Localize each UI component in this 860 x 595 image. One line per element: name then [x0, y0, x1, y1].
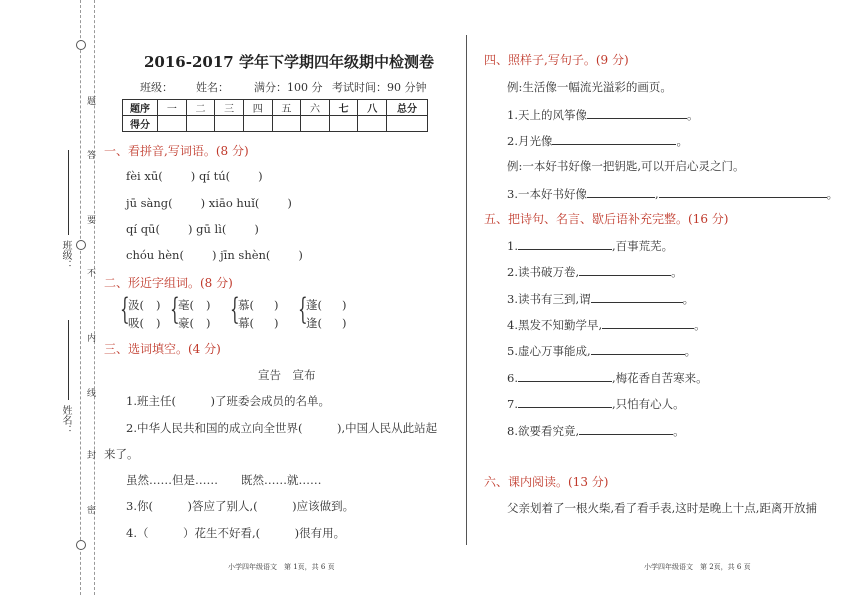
fill-item: 2.读书破万卷, 。: [507, 265, 683, 279]
pinyin-row: [126, 196, 292, 210]
char-pair-item: 毫( ): [178, 298, 211, 312]
question-text: 3.一本好书好像: [507, 187, 587, 201]
binding-margin: [0, 0, 100, 595]
info-class: 班级：: [140, 81, 173, 94]
name-underline: [68, 320, 69, 400]
answer-blank[interactable]: [518, 395, 612, 408]
answer-blank[interactable]: [552, 132, 676, 145]
score-cell[interactable]: [158, 116, 187, 132]
answer-blank[interactable]: [591, 342, 685, 355]
example-text: 例:一本好书好像一把钥匙,可以开启心灵之门。: [507, 159, 745, 173]
pinyin-close: ): [254, 222, 259, 236]
char-pair-item: 豪( ): [178, 316, 211, 330]
page-footer: 小学四年级语文 第 2页，共 6 页: [644, 563, 751, 571]
score-header-cell: 六: [301, 100, 330, 116]
score-cell[interactable]: [329, 116, 358, 132]
info-name: 姓名：: [196, 81, 229, 94]
score-cell[interactable]: [272, 116, 301, 132]
question-text: 1.天上的风筝像: [507, 108, 587, 122]
fill-item: 6. ,梅花香自苦寒来。: [507, 371, 708, 385]
side-char: 密: [85, 505, 95, 514]
word-choices: 宣告 宣布: [258, 368, 316, 382]
section-4-title: 四、照样子,写句子。(9 分): [484, 53, 629, 67]
answer-blank[interactable]: [518, 369, 612, 382]
name-label: 姓名：: [60, 405, 71, 435]
pinyin-close: ): [200, 196, 206, 210]
side-char: 线: [85, 388, 95, 397]
brace: {: [298, 292, 308, 327]
pinyin-close: ): [287, 196, 292, 210]
char-pair-item: 逢( ): [306, 316, 347, 330]
score-cell[interactable]: [243, 116, 272, 132]
pinyin-row: [126, 169, 263, 183]
score-header-cell: 四: [243, 100, 272, 116]
section-5-title: 五、把诗句、名言、歇后语补充完整。(16 分): [484, 212, 729, 226]
char-pair-item: 蓬( ): [306, 298, 347, 312]
score-cell[interactable]: [301, 116, 330, 132]
question-line: 2.月光像 。: [507, 134, 688, 148]
score-header-cell: 二: [186, 100, 215, 116]
question-text: 2.中华人民共和国的成立向全世界( ),中国人民从此站起: [126, 421, 438, 435]
score-table: [122, 99, 428, 132]
fill-item: 3.读书有三到,谓 。: [507, 292, 695, 306]
answer-blank[interactable]: [591, 290, 683, 303]
class-underline: [68, 150, 69, 235]
pinyin-text: qí tú(: [198, 169, 231, 183]
question-text: 3.你( )答应了别人,( )应该做到。: [126, 499, 355, 513]
page-title: 2016-2017 学年下学期四年级期中检测卷: [144, 53, 434, 71]
page-divider: [466, 35, 467, 545]
pinyin-text: qí qū(: [126, 222, 160, 236]
answer-blank[interactable]: [587, 185, 655, 198]
score-row-label: 得分: [123, 116, 158, 132]
brace: {: [170, 292, 180, 327]
pinyin-text: jīn shèn(: [220, 248, 271, 262]
score-cell[interactable]: [387, 116, 428, 132]
score-cell[interactable]: [186, 116, 215, 132]
section-6-title: 六、课内阅读。(13 分): [484, 475, 609, 489]
question-text: 1.班主任( )了班委会成员的名单。: [126, 394, 330, 408]
pinyin-text: fèi xū(: [126, 169, 163, 183]
answer-blank[interactable]: [587, 106, 687, 119]
score-header-cell: 三: [215, 100, 244, 116]
example-text: 例:生活像一幅流光溢彩的画页。: [507, 80, 672, 94]
score-table-header: [123, 100, 428, 116]
seal-circle: [76, 40, 86, 50]
score-table-row: [123, 116, 428, 132]
answer-blank[interactable]: [579, 263, 671, 276]
side-char: 封: [85, 450, 95, 459]
info-time: 考试时间：90 分钟: [332, 81, 427, 94]
question-line: 1.天上的风筝像 。: [507, 108, 699, 122]
fill-item: 7. ,只怕有心人。: [507, 397, 685, 411]
word-choices: 虽然……但是…… 既然……就……: [126, 473, 322, 487]
side-char: 内: [85, 333, 95, 342]
section-1-title: 一、看拼音,写词语。(8 分): [104, 144, 249, 158]
reading-text: 父亲划着了一根火柴,看了看手表,这时是晚上十点,距离开放捕: [507, 501, 817, 515]
seal-circle: [76, 540, 86, 550]
score-header-cell: 一: [158, 100, 187, 116]
seal-circle: [76, 240, 86, 250]
section-2-title: 二、形近字组词。(8 分): [104, 276, 233, 290]
fill-item: 4.黑发不知勤学早, 。: [507, 318, 706, 332]
answer-blank[interactable]: [659, 185, 827, 198]
char-pair-item: 慕( ): [238, 298, 279, 312]
pinyin-close: ): [298, 248, 303, 262]
pinyin-close: ): [211, 248, 217, 262]
fill-item: 5.虚心万事能成, 。: [507, 344, 697, 358]
question-line: 3.一本好书好像 , 。: [507, 187, 839, 201]
char-pair-item: 吸( ): [128, 316, 161, 330]
page-footer: 小学四年级语文 第 1页，共 6 页: [228, 563, 335, 571]
question-text: 2.月光像: [507, 134, 553, 148]
side-char: 不: [85, 268, 95, 277]
pinyin-close: ): [190, 169, 196, 183]
score-header-cell: 总分: [387, 100, 428, 116]
brace: {: [230, 292, 240, 327]
binding-line-outer: [80, 0, 81, 595]
side-char: 题: [85, 96, 95, 105]
score-header-cell: 五: [272, 100, 301, 116]
pinyin-row: [126, 222, 259, 236]
side-char: 要: [85, 215, 95, 224]
class-label: 班级：: [60, 240, 71, 270]
pinyin-close: ): [187, 222, 193, 236]
question-text: 来了。: [104, 447, 139, 461]
side-char: 答: [85, 150, 95, 159]
fill-item: 1. ,百事荒芜。: [507, 239, 674, 253]
brace: {: [120, 292, 130, 327]
pinyin-row: [126, 248, 303, 262]
score-header-cell: 题序: [123, 100, 158, 116]
score-header-cell: 八: [358, 100, 387, 116]
score-cell[interactable]: [358, 116, 387, 132]
answer-blank[interactable]: [602, 316, 694, 329]
char-pair-item: 汲( ): [128, 298, 161, 312]
score-cell[interactable]: [215, 116, 244, 132]
answer-blank[interactable]: [518, 237, 612, 250]
char-pair-group: [120, 293, 360, 333]
pinyin-text: chóu hèn(: [126, 248, 184, 262]
info-full-score: 满分：100 分: [254, 81, 323, 94]
question-text: 4.（ ）花生不好看,( )很有用。: [126, 526, 346, 540]
pinyin-text: gū lì(: [196, 222, 227, 236]
pinyin-text: xiāo huǐ(: [208, 196, 260, 210]
answer-blank[interactable]: [579, 422, 673, 435]
section-3-title: 三、选词填空。(4 分): [104, 342, 221, 356]
score-header-cell: 七: [329, 100, 358, 116]
char-pair-item: 幕( ): [238, 316, 279, 330]
pinyin-close: ): [258, 169, 263, 183]
fill-item: 8.欲要看究竟, 。: [507, 424, 685, 438]
pinyin-text: jū sàng(: [126, 196, 173, 210]
